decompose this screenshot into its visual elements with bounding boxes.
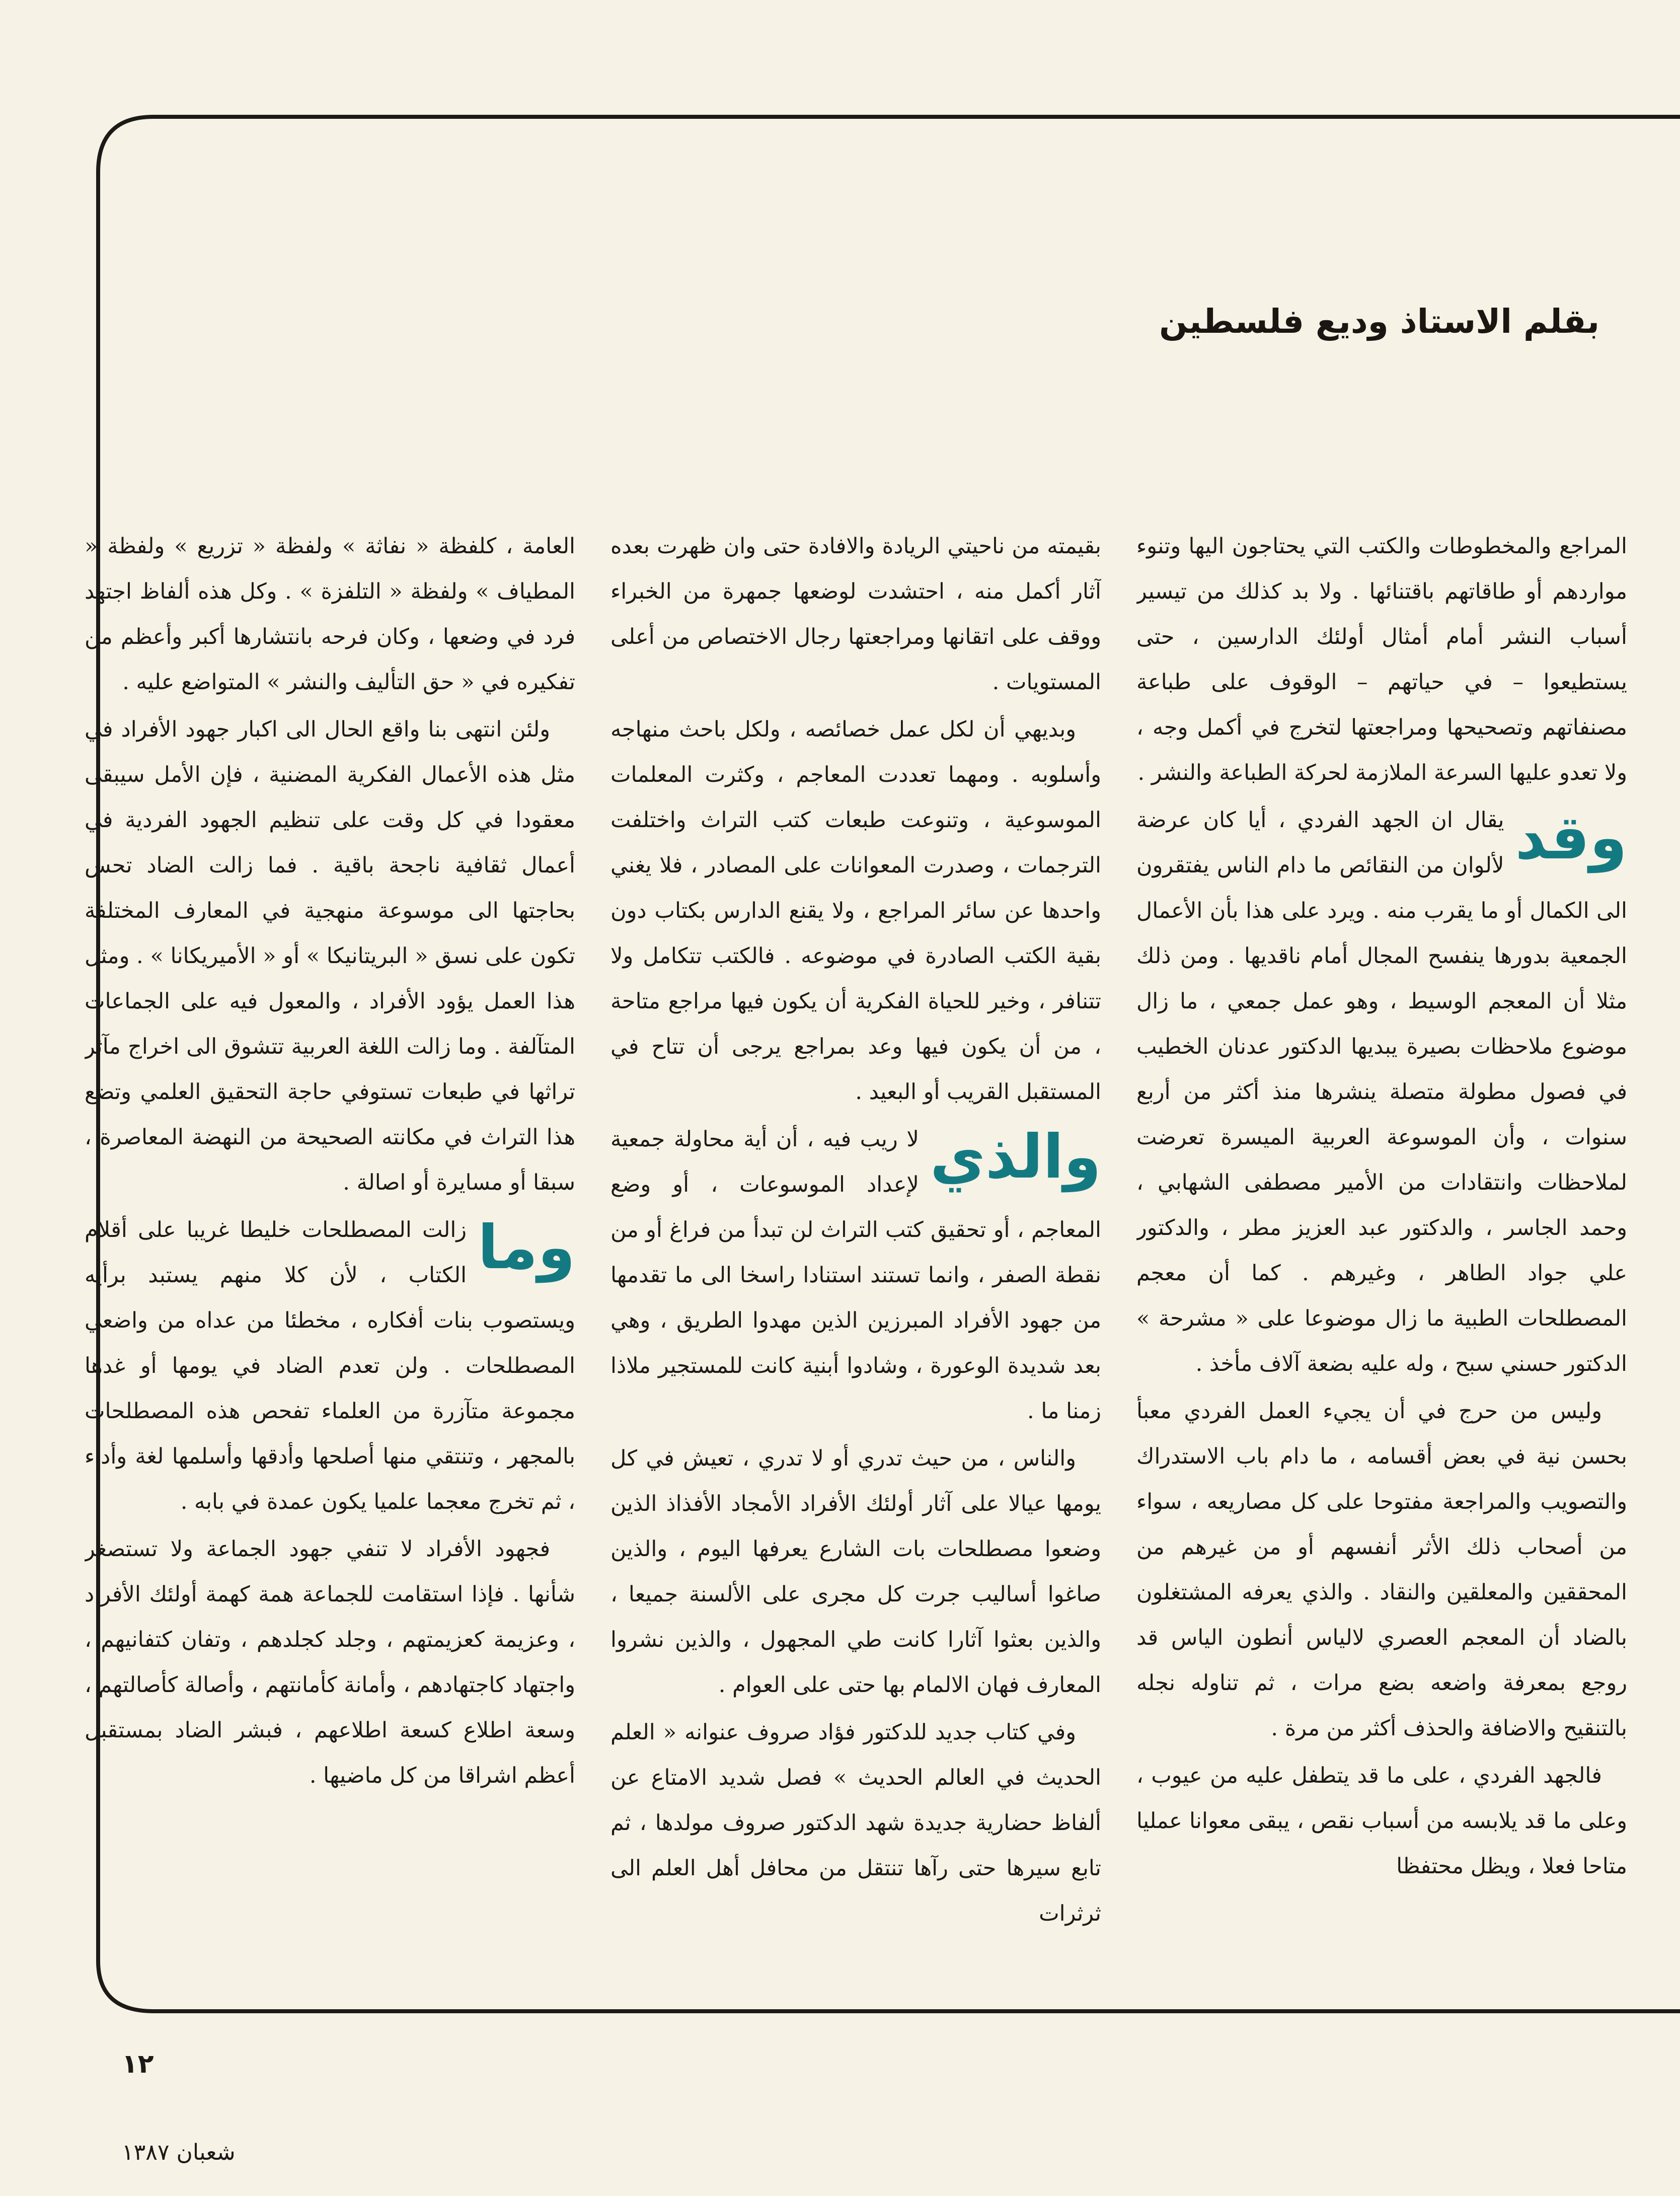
paragraph-text: وبديهي أن لكل عمل خصائصه ، ولكل باحث منهاجه وأسلوبه . ومهما تعددت المعاجم ، وكثرت المعلمات الموسوعية ، وتنوعت طبعات كتب التراث واختلفت الترجمات ، وصدرت المعوانات على المصادر ، فلا يغني واحدها عن سائر المراجع ، ولا يقنع الدارس بكتاب دون بقية الكتب الصادرة في موضوعه . فالكتب تتكامل ولا تتنافر ، وخير للحياة الفكرية أن يكون فيها مراجع متاحة ، من أن يكون فيها وعد بمراجع يرجى أن تتاح في المستقبل القريب أو البعيد .: [610, 717, 1101, 1105]
article-body: [85, 524, 1627, 2036]
issue-date: شعبان ١٣٨٧: [122, 2140, 236, 2165]
paragraph-text: يقال ان الجهد الفردي ، أيا كان عرضة لألوان من النقائص ما دام الناس يفتقرون الى الكمال أو ما يقرب منه . ويرد على هذا بأن الأعمال الجمعية بدورها ينفسح المجال أمام ناقديها . ومن ذلك مثلا أن المعجم الوسيط ، وهو عمل جمعي ، ما زال موضوع ملاحظات بصيرة يبديها الدكتور عدنان الخطيب في فصول مطولة متصلة ينشرها منذ أكثر من أربع سنوات ، وأن الموسوعة العربية الميسرة تعرضت لملاحظات وانتقادات من الأمير مصطفى الشهابي ، وحمد الجاسر ، والدكتور عبد العزيز مطر ، والدكتور علي جواد الطاهر ، وغيرهم . كما أن معجم المصطلحات الطبية ما زال موضوعا على « مشرحة » الدكتور حسني سبح ، وله عليه بضعة آلاف مأخذ .: [1136, 808, 1627, 1376]
paragraph: [610, 1117, 1101, 1434]
drop-cap: وما: [478, 1213, 575, 1283]
paragraph: [1136, 1753, 1627, 1889]
paragraph-text: ولئن انتهى بنا واقع الحال الى اكبار جهود الأفراد في مثل هذه الأعمال الفكرية المضنية ، فإن الأمل سيبقى معقودا في كل وقت على تنظيم الجهود الفردية في أعمال ثقافية ناجحة باقية . فما زالت الضاد تحس بحاجتها الى موسوعة منهجية في المعارف المختلفة تكون على نسق « البريتانيكا » أو « الأميريكانا » . ومثل هذا العمل يؤود الأفراد ، والمعول فيه على الجماعات المتآلفة . وما زالت اللغة العربية تتشوق الى اخراج مآثر تراثها في طبعات تستوفي حاجة التحقيق العلمي وتضع هذا التراث في مكانته الصحيحة من النهضة المعاصرة ، سبقا أو مسايرة أو اصالة .: [85, 717, 575, 1195]
paragraph-text: والناس ، من حيث تدري أو لا تدري ، تعيش في كل يومها عيالا على آثار أولئك الأفراد الأمجاد الأفذاذ الذين وضعوا مصطلحات بات الشارع يعرفها اليوم ، والذين صاغوا أساليب جرت كل مجرى على الألسنة جميعا ، والذين بعثوا آثارا كانت طي المجهول ، والذين نشروا المعارف فهان الالمام بها حتى على العوام .: [610, 1446, 1101, 1698]
drop-cap: وقد: [1515, 803, 1627, 873]
paragraph-text: بقيمته من ناحيتي الريادة والافادة حتى وان ظهرت بعده آثار أكمل منه ، احتشدت لوضعها جمهرة من الخبراء ووقف على اتقانها ومراجعتها رجال الاختصاص من أعلى المستويات .: [610, 534, 1101, 695]
paragraph: [1136, 1388, 1627, 1751]
author-byline: بقلم الاستاذ وديع فلسطين: [1159, 302, 1599, 341]
paragraph: [1136, 797, 1627, 1386]
article-column-3: [85, 524, 575, 2036]
paragraph: [1136, 524, 1627, 795]
paragraph: [610, 1436, 1101, 1708]
paragraph: [85, 1207, 575, 1524]
article-column-1: [1136, 524, 1627, 2036]
paragraph-text: زالت المصطلحات خليطا غريبا على أقلام الكتاب ، لأن كلا منهم يستبد برأيه ويستصوب بنات أفكاره ، مخطئا من عداه من واضعي المصطلحات . ولن تعدم الضاد في يومها أو غدها مجموعة متآزرة من العلماء تفحص هذه المصطلحات بالمجهر ، وتنتقي منها أصلحها وأدقها وأسلمها لغة وأداء ، ثم تخرج معجما علميا يكون عمدة في بابه .: [85, 1217, 575, 1514]
paragraph-text: لا ريب فيه ، أن أية محاولة جمعية لإعداد الموسوعات ، أو وضع المعاجم ، أو تحقيق كتب التراث لن تبدأ من فراغ أو من نقطة الصفر ، وانما تستند استنادا راسخا الى ما تقدمها من جهود الأفراد المبرزين الذين مهدوا الطريق ، وهي بعد شديدة الوعورة ، وشادوا أبنية كانت للمستجير ملاذا زمنا ما .: [610, 1127, 1101, 1424]
page-number: ١٢: [122, 2049, 154, 2079]
paragraph: [610, 524, 1101, 705]
paragraph-text: وفي كتاب جديد للدكتور فؤاد صروف عنوانه « العلم الحديث في العالم الحديث » فصل شديد الامتاع عن ألفاظ حضارية جديدة شهد الدكتور صروف مولدها ، ثم تابع سيرها حتى رآها تنتقل من محافل أهل العلم الى ثرثرات: [610, 1720, 1101, 1926]
paragraph-text: فالجهد الفردي ، على ما قد يتطفل عليه من عيوب ، وعلى ما قد يلابسه من أسباب نقص ، يبقى معوانا عمليا متاحا فعلا ، ويظل محتفظا: [1136, 1763, 1627, 1879]
paragraph-text: العامة ، كلفظة « نفاثة » ولفظة « تزريع » ولفظة « المطياف » ولفظة « التلفزة » . وكل هذه ألفاظ اجتهد فرد في وضعها ، وكان فرحه بانتشارها أكبر وأعظم من تفكيره في « حق التأليف والنشر » المتواضع عليه .: [85, 534, 575, 695]
paragraph-text: وليس من حرج في أن يجيء العمل الفردي معبأ بحسن نية في بعض أقسامه ، ما دام باب الاستدراك والتصويب والمراجعة مفتوحا على كل مصاريعه ، سواء من أصحاب ذلك الأثر أنفسهم أو من غيرهم من المحققين والمعلقين والنقاد . والذي يعرفه المشتغلون بالضاد أن المعجم العصري لالياس أنطون الياس قد روجع بمعرفة واضعه بضع مرات ، ثم تناوله نجله بالتنقيح والاضافة والحذف أكثر من مرة .: [1136, 1399, 1627, 1741]
paragraph: [85, 707, 575, 1205]
paragraph: [610, 707, 1101, 1115]
paragraph-text: المراجع والمخطوطات والكتب التي يحتاجون اليها وتنوء مواردهم أو طاقاتهم باقتنائها . ولا بد كذلك من تيسير أسباب النشر أمام أمثال أولئك الدارسين ، حتى يستطيعوا – في حياتهم – الوقوف على طباعة مصنفاتهم وتصحيحها ومراجعتها لتخرج في أكمل وجه ، ولا تعدو عليها السرعة الملازمة لحركة الطباعة والنشر .: [1136, 534, 1627, 785]
drop-cap: والذي: [930, 1122, 1101, 1192]
paragraph: [610, 1710, 1101, 1936]
article-column-2: [610, 524, 1101, 2036]
paragraph: [85, 1526, 575, 1798]
paragraph-text: فجهود الأفراد لا تنفي جهود الجماعة ولا تستصغر شأنها . فإذا استقامت للجماعة همة كهمة أولئك الأفراد ، وعزيمة كعزيمتهم ، وجلد كجلدهم ، وتفان كتفانيهم ، واجتهاد كاجتهادهم ، وأمانة كأمانتهم ، وأصالة كأصالتهم ، وسعة اطلاع كسعة اطلاعهم ، فبشر الضاد بمستقبل أعظم اشراقا من كل ماضيها .: [85, 1536, 575, 1788]
paragraph: [85, 524, 575, 705]
